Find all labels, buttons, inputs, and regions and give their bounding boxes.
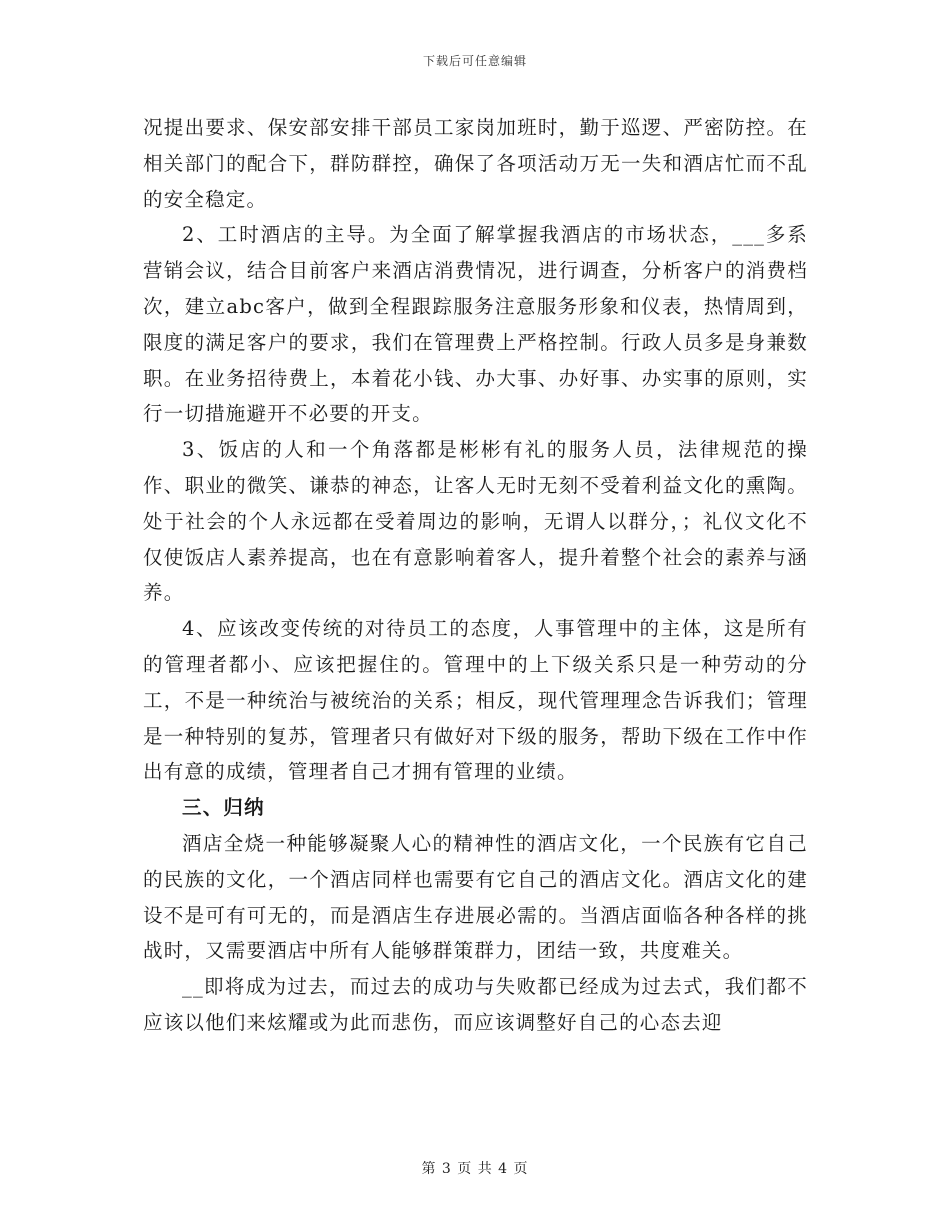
paragraph-closing: __即将成为过去，而过去的成功与失败都已经成为过去式，我们都不应该以他们来炫耀或为此而悲伤，而应该调整好自己的心态去迎 bbox=[143, 975, 808, 1034]
section-heading: 三、归纳 bbox=[182, 796, 265, 820]
paragraph-continuation: 况提出要求、保安部安排干部员工家岗加班时，勤于巡逻、严密防控。在相关部门的配合下，群防群控，确保了各项活动万无一失和酒店忙而不乱的安全稳定。 bbox=[143, 116, 808, 211]
paragraph-item-2: 2、工时酒店的主导。为全面了解掌握我酒店的市场状态，___多系营销会议，结合目前客户来酒店消费情况，进行调查，分析客户的消费档次，建立abc客户，做到全程跟踪服务注意服务形象和仪表，热情周到，限度的满足客户的要求，我们在管理费上严格控制。行政人员多是身兼数职。在业务招待费上，本着花小钱、办大事、办好事、办实事的原则，实行一切措施避开不必要的开支。 bbox=[143, 223, 808, 426]
paragraph-item-3: 3、饭店的人和一个角落都是彬彬有礼的服务人员，法律规范的操作、职业的微笑、谦恭的神态，让客人无时无刻不受着利益文化的熏陶。处于社会的个人永远都在受着周边的影响，无谓人以群分，；礼仪文化不仅使饭店人素养提高，也在有意影响着客人，提升着整个社会的素养与涵养。 bbox=[143, 438, 808, 605]
page-header: 下载后可任意编辑 bbox=[422, 54, 527, 68]
paragraph-summary: 酒店全烧一种能够凝聚人心的精神性的酒店文化，一个民族有它自己的民族的文化，一个酒店同样也需要有它自己的酒店文化。酒店文化的建设不是可有可无的，而是酒店生存进展必需的。当酒店面临各种各样的挑战时，又需要酒店中所有人能够群策群力，团结一致，共度难关。 bbox=[143, 831, 808, 963]
document-body bbox=[143, 110, 808, 1041]
page-footer: 第 3 页 共 4 页 bbox=[421, 1161, 529, 1177]
paragraph-item-4: 4、应该改变传统的对待员工的态度，人事管理中的主体，这是所有的管理者都小、应该把握住的。管理中的上下级关系只是一种劳动的分工，不是一种统治与被统治的关系；相反，现代管理理念告诉我们；管理是一种特别的复苏，管理者只有做好对下级的服务，帮助下级在工作中作出有意的成绩，管理者自己才拥有管理的业绩。 bbox=[143, 617, 808, 784]
